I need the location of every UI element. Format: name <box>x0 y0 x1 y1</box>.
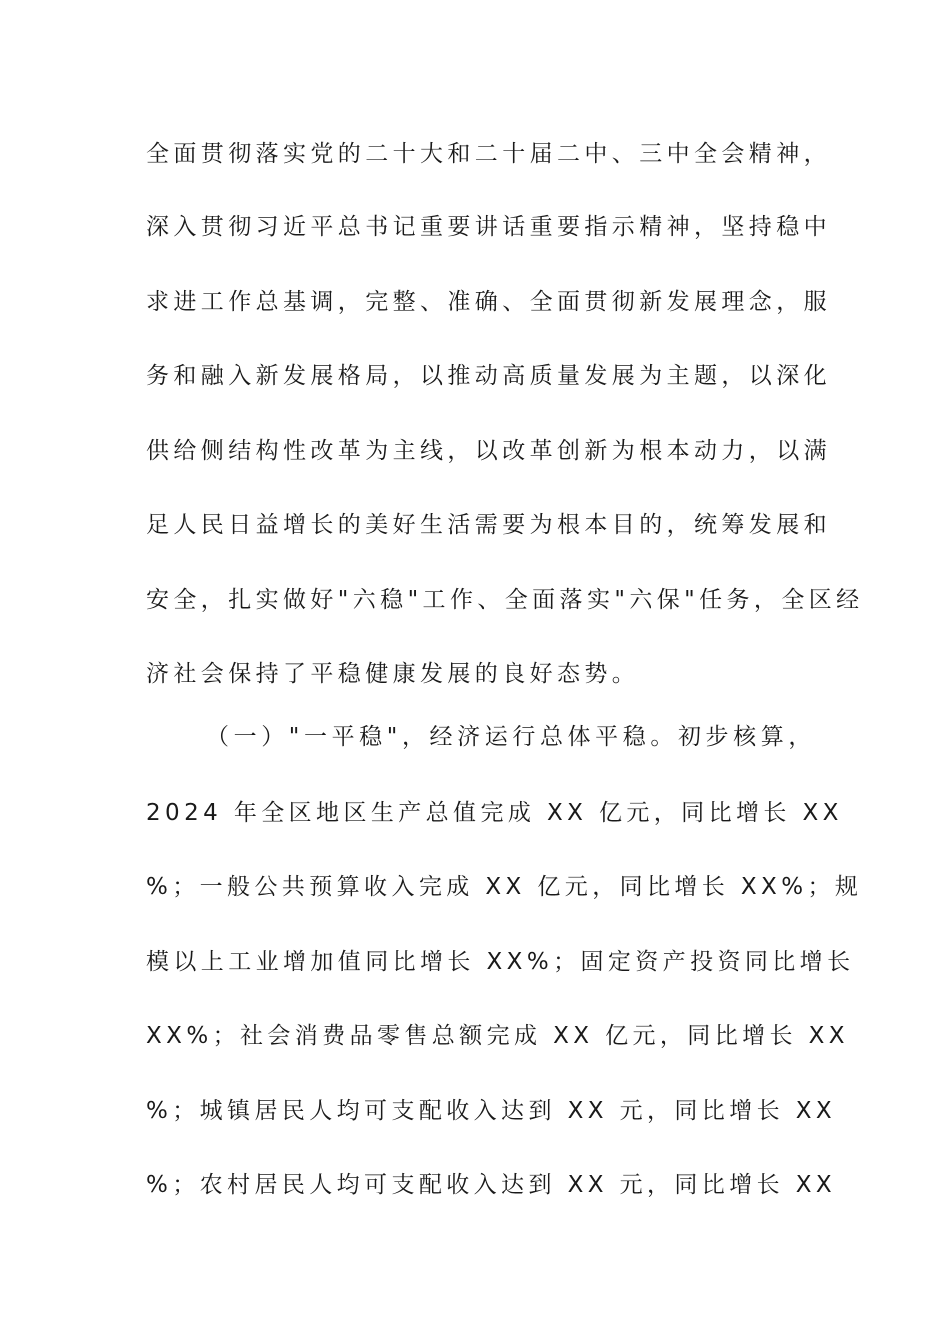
text-line: %；城镇居民人均可支配收入达到 XX 元，同比增长 XX <box>146 1098 837 1124</box>
text-line: 全面贯彻落实党的二十大和二十届二中、三中全会精神， <box>146 141 831 167</box>
text-line: 安全，扎实做好"六稳"工作、全面落实"六保"任务，全区经 <box>146 587 864 613</box>
text-line: 求进工作总基调，完整、准确、全面贯彻新发展理念，服 <box>146 289 831 315</box>
text-line: 济社会保持了平稳健康发展的良好态势。 <box>146 661 640 687</box>
text-line: 模以上工业增加值同比增长 XX%；固定资产投资同比增长 <box>146 949 855 975</box>
text-line: %；农村居民人均可支配收入达到 XX 元，同比增长 XX <box>146 1172 837 1198</box>
paragraph-heading-line: （一）"一平稳"，经济运行总体平稳。初步核算， <box>206 724 816 750</box>
text-line: 深入贯彻习近平总书记重要讲话重要指示精神，坚持稳中 <box>146 214 831 240</box>
text-line: 供给侧结构性改革为主线，以改革创新为根本动力，以满 <box>146 438 831 464</box>
text-line: XX%；社会消费品零售总额完成 XX 亿元，同比增长 XX <box>146 1023 849 1049</box>
text-line: 足人民日益增长的美好生活需要为根本目的，统筹发展和 <box>146 512 831 538</box>
text-line: 务和融入新发展格局，以推动高质量发展为主题，以深化 <box>146 363 831 389</box>
text-line: %；一般公共预算收入完成 XX 亿元，同比增长 XX%；规 <box>146 874 863 900</box>
text-line: 2024 年全区地区生产总值完成 XX 亿元，同比增长 XX <box>146 800 843 826</box>
